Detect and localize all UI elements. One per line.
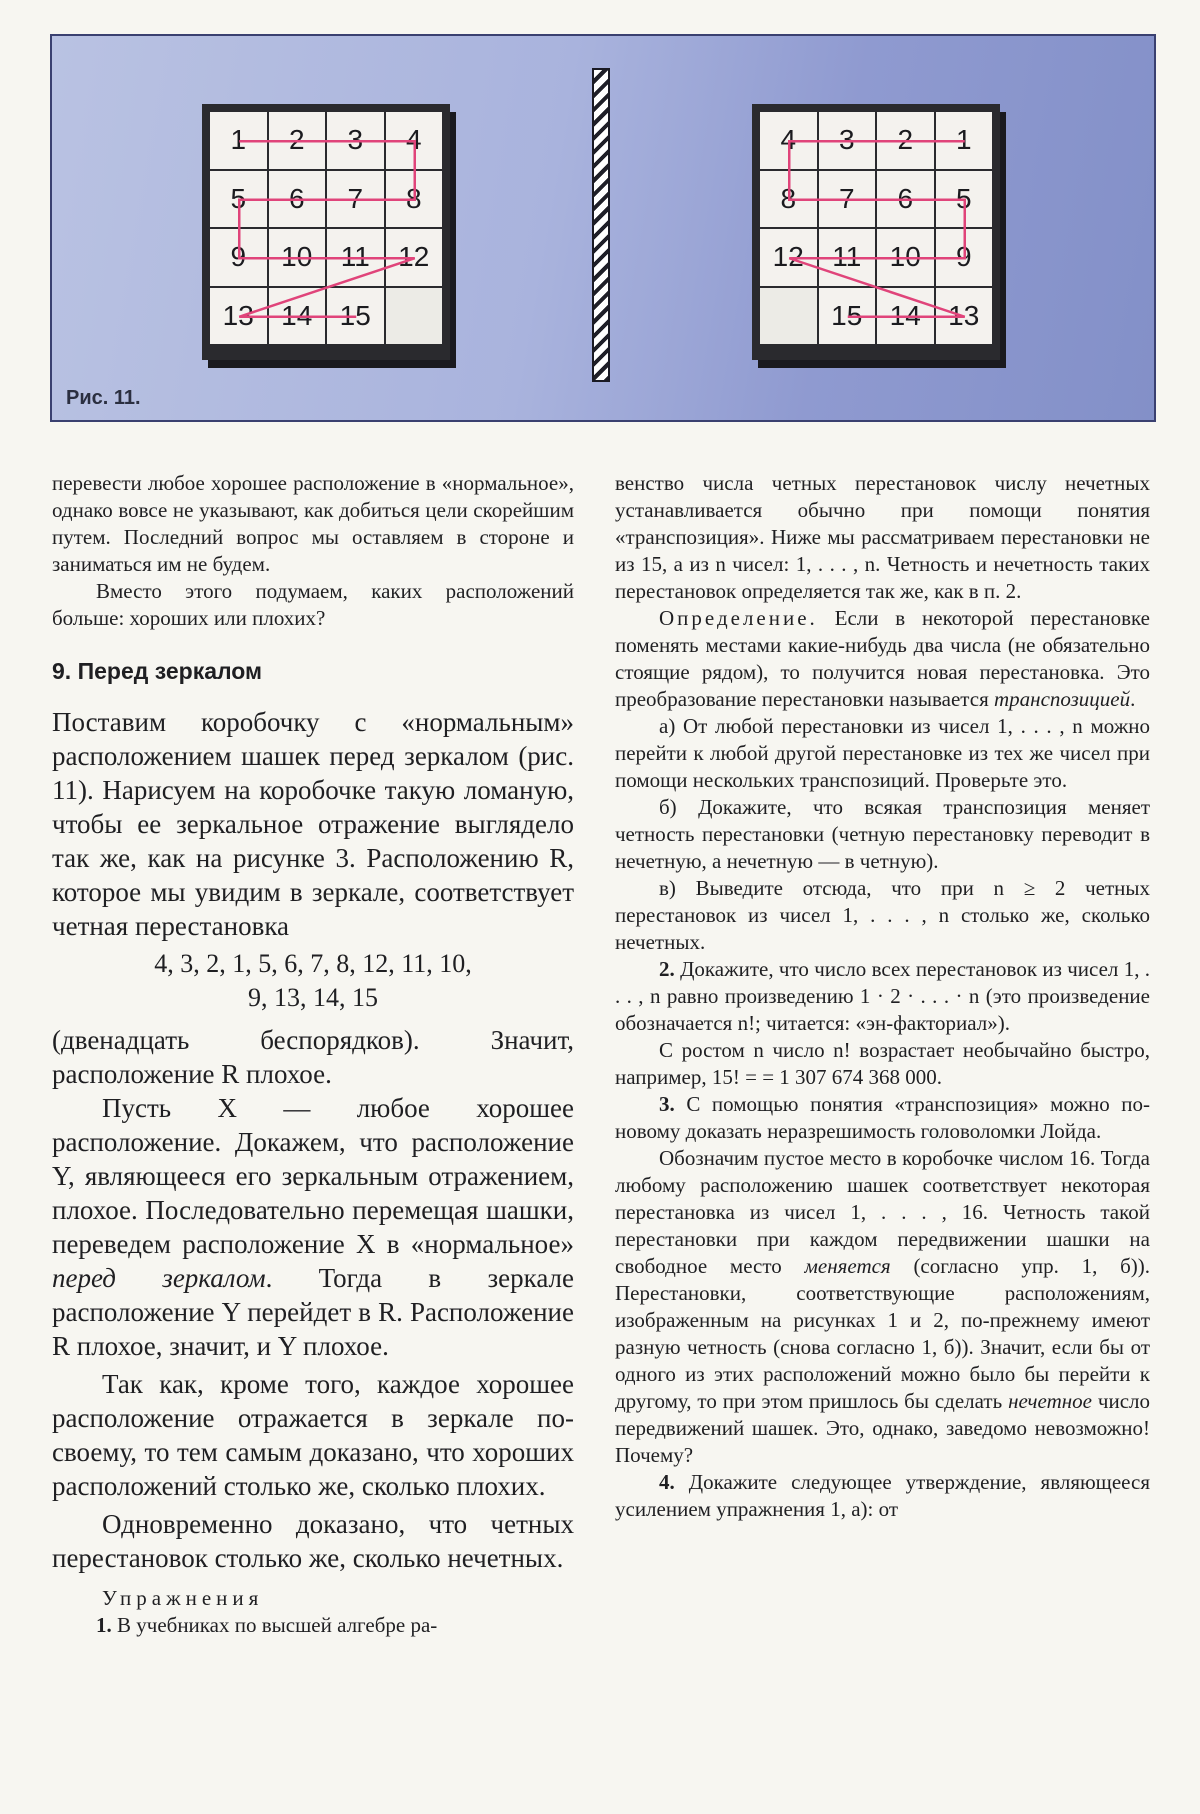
permutation-display [52,947,574,1015]
puzzle-board-mirrored [752,104,1000,360]
section-body [52,705,574,1575]
normal-tile-9: 9 [210,229,267,286]
p3-text-a: Пусть X — любое хорошее расположение. Докажем, что расположение Y, являющееся его зеркальным отражением, плохое. Последовательно перемещая шашки, переведем расположение X в «нормальное» [52,1093,574,1259]
exercise-1-number: 1. [96,1613,112,1637]
ex3b-italic: меняется [804,1254,891,1278]
p3-text-b: . Тогда в зеркале расположение Y перейдет в R. Расположение R плохое, значит, и Y плохое. [52,1263,574,1361]
section-paragraph-4: Так как, кроме того, каждое хорошее расположение отражается в зеркале по-своему, то тем самым доказано, что хороших расположений столько же, сколько плохих. [52,1369,574,1501]
normal-tile-4: 4 [386,112,443,169]
intro-paragraph-1: перевести любое хорошее расположение в «нормальное», однако вовсе не указывают, как добиться цели скорейшим путем. Последний вопрос мы оставляем в стороне и заниматься им не будем. [52,471,574,576]
ex3b-text-b: (согласно упр. 1, б)). Перестановки, соответствующие расположениям, изображенным на рисунках 1 и 2, по-прежнему имеют разную четность (снова согласно 1, б)). Значит, если бы от одного из этих расположений можно было бы перейти к другому, то при этом пришлось бы сделать [615,1254,1151,1413]
board-grid-normal [210,112,442,344]
right-paragraph-1: венство числа четных перестановок числу нечетных устанавливается обычно при помощи понятия «транспозиция». Ниже мы рассматриваем перестановки не из 15, а из n чисел: 1, . . . , n. Четность и нечетность таких перестановок определяется так же, как в п. 2. [615,471,1150,603]
exercise-3-number: 3. [659,1092,675,1116]
exercise-4-text: Докажите следующее утверждение, являющееся усилением упражнения 1, а): от [615,1470,1150,1521]
exercise-2-note: С ростом n число n! возрастает необычайно быстро, например, 15! = = 1 307 674 368 000. [615,1038,1150,1089]
section-paragraph-2: (двенадцать беспорядков). Значит, расположение R плохое. [52,1025,574,1089]
normal-tile-8: 8 [386,171,443,228]
mirrored-tile-4: 4 [760,112,817,169]
exercise-3-text: С помощью понятия «транспозиция» можно по-новому доказать неразрешимость головоломки Лойда. [615,1092,1151,1143]
mirrored-tile-1: 1 [936,112,993,169]
normal-tile-11: 11 [327,229,384,286]
mirrored-empty-cell [760,288,817,345]
mirrored-tile-10: 10 [877,229,934,286]
mirrored-tile-7: 7 [819,171,876,228]
mirrored-tile-2: 2 [877,112,934,169]
exercises-heading: Упражнения [102,1586,264,1610]
exercise-3 [615,1091,1150,1145]
normal-tile-15: 15 [327,288,384,345]
normal-tile-14: 14 [269,288,326,345]
exercise-2-number: 2. [659,957,675,981]
p3-italic: перед зеркалом [52,1263,266,1293]
exercise-4 [615,1469,1150,1523]
mirror [592,68,610,382]
left-column [52,470,574,1639]
permutation-line-2: 9, 13, 14, 15 [248,983,378,1012]
normal-tile-3: 3 [327,112,384,169]
mirrored-tile-5: 5 [936,171,993,228]
intro-paragraph-2: Вместо этого подумаем, каких расположений больше: хороших или плохих? [52,579,574,630]
mirrored-tile-8: 8 [760,171,817,228]
normal-tile-5: 5 [210,171,267,228]
mirrored-tile-13: 13 [936,288,993,345]
mirrored-tile-6: 6 [877,171,934,228]
figure-11 [50,34,1156,422]
normal-tile-1: 1 [210,112,267,169]
section-paragraph-5: Одновременно доказано, что четных перестановок столько же, сколько нечетных. [52,1509,574,1573]
exercise-2 [615,956,1150,1037]
normal-tile-7: 7 [327,171,384,228]
exercise-4-number: 4. [659,1470,675,1494]
figure-caption: Рис. 11. [66,387,141,409]
item-b: б) Докажите, что всякая транспозиция меняет четность перестановки (четную перестановку переводит в нечетную, а нечетную — в четную). [615,795,1150,873]
normal-tile-6: 6 [269,171,326,228]
mirrored-tile-9: 9 [936,229,993,286]
normal-tile-13: 13 [210,288,267,345]
section-paragraph-1: Поставим коробочку с «нормальным» расположением шашек перед зеркалом (рис. 11). Нарисуем на коробочке такую ломаную, чтобы ее зеркальное отражение выглядело так же, как на рисунке 3. Расположению R, которое мы увидим в зеркале, соответствует четная перестановка [52,707,574,941]
mirrored-tile-12: 12 [760,229,817,286]
definition: Определение. Если в некоторой перестановке поменять местами какие-нибудь два числа (не обязательно стоящие рядом), то получится новая перестановка. Это преобразование перестановки называется транспозицией. [615,606,1150,711]
right-column [615,470,1150,1523]
normal-tile-10: 10 [269,229,326,286]
exercise-1-start [52,1612,574,1639]
puzzle-board-normal [202,104,450,360]
mirrored-tile-11: 11 [819,229,876,286]
definition-text: Если в некоторой перестановке поменять местами какие-нибудь два числа (не обязательно стоящие рядом), то получится новая перестановка. Это преобразование перестановки называется [615,606,1150,711]
definition-label: Определение. [659,606,818,630]
board-grid-mirrored [760,112,992,344]
definition-term: транспозицией [993,687,1131,711]
exercise-2-text: Докажите, что число всех перестановок из чисел 1, . . . , n равно произведению 1 · 2 · . . . · n (это произведение обозначается n!; читается: «эн-факториал»). [615,957,1151,1035]
ex3b-text-c: число передвижений шашек. Это, однако, заведомо невозможно! Почему? [615,1389,1151,1467]
ex3b-text-a: Обозначим пустое место в коробочке числом 16. Тогда любому расположению шашек соответствует некоторая перестановка из чисел 1, . . . , 16. Четность такой перестановки при каждом передвижении шашки на свободное место [615,1146,1150,1278]
exercise-3-body [615,1145,1150,1469]
item-a: а) От любой перестановки из чисел 1, . . . , n можно перейти к любой другой перестановке из тех же чисел при помощи нескольких транспозиций. Проверьте это. [615,714,1150,792]
exercise-1-text: В учебниках по высшей алгебре ра- [117,1613,438,1637]
item-c: в) Выведите отсюда, что при n ≥ 2 четных перестановок из чисел 1, . . . , n столько же, сколько нечетных. [615,876,1150,954]
mirrored-tile-14: 14 [877,288,934,345]
normal-tile-2: 2 [269,112,326,169]
normal-tile-12: 12 [386,229,443,286]
mirrored-tile-15: 15 [819,288,876,345]
section-paragraph-3 [52,1091,574,1363]
mirrored-tile-3: 3 [819,112,876,169]
permutation-line-1: 4, 3, 2, 1, 5, 6, 7, 8, 12, 11, 10, [154,949,472,978]
section-title: 9. Перед зеркалом [52,658,263,684]
normal-empty-cell [386,288,443,345]
ex3b-italic-2: нечетное [1008,1389,1093,1413]
